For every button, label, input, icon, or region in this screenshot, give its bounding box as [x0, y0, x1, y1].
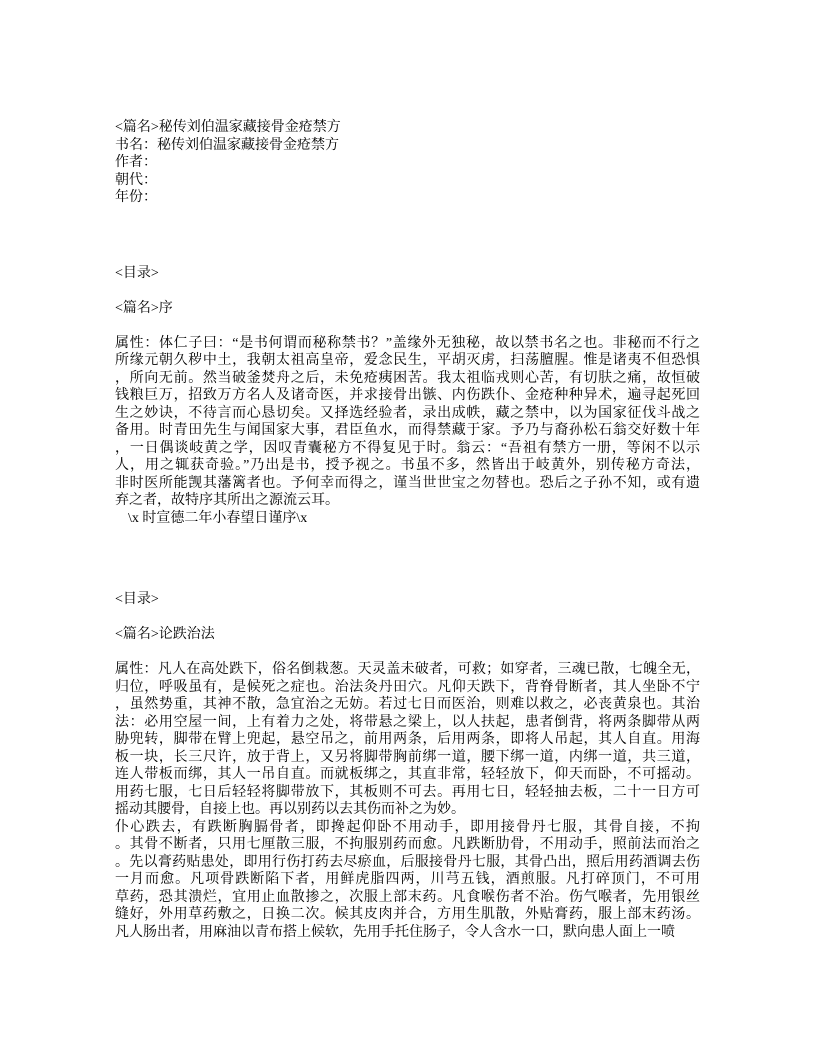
preface-section — [115, 265, 700, 528]
text-line: 归位，呼吸虽有，是候死之症也。治法灸丹田穴。凡仰天跌下，背脊骨断者，其人坐卧不宁 — [115, 679, 700, 695]
text-line: 。先以膏药贴患处，即用行伤打药去尽瘀血，后服接骨丹七服，其骨凸出，照后用药酒调去伤 — [115, 854, 700, 870]
text-line: 一月而愈。凡项骨跌断陷下者，用鲜虎脂四两，川芎五钱，酒煎服。凡打碎顶门，不可用 — [115, 872, 700, 887]
text-line: 属性：体仁子曰：“是书何谓而秘称禁书？”盖缘外无独秘，故以禁书名之也。非秘而不行之 — [115, 335, 700, 351]
text-line: 弃之者，故特序其所出之源流云耳。 — [115, 493, 339, 508]
text-line: 胁兜转，脚带在臂上兜起，悬空吊之，前用两条，后用两条，即将人吊起，其人自直。用海 — [115, 732, 700, 747]
text-line: 缝好，外用草药敷之，日换二次。候其皮肉并合，方用生肌散，外贴膏药，服上部末药汤。 — [115, 907, 700, 922]
text-line: ，虽然势重，其神不散，急宜治之无妨。若过七日而医治，则难以救之，必丧黄泉也。其治 — [115, 697, 700, 712]
text-line: 法：必用空屋一间，上有着力之处，将带悬之梁上，以人扶起，患者倒背，将两条脚带从两 — [115, 714, 700, 730]
dynasty-line: 朝代： — [115, 172, 157, 188]
toc-label-treatise: <目录> — [115, 592, 159, 607]
book-name-line: 书名：秘传刘伯温家藏接骨金疮禁方 — [115, 137, 339, 153]
author-line: 作者： — [115, 155, 157, 170]
treatise-paragraph — [115, 661, 700, 941]
text-line: 凡人肠出者，用麻油以青布搭上候软，先用手托住肠子，令人含水一口，默向患人面上一喷 — [115, 924, 675, 940]
year-line: 年份： — [115, 190, 157, 205]
preface-paragraph — [115, 335, 700, 510]
preface-signature: \x 时宣德二年小春望日谨序\x — [128, 510, 308, 526]
treatise-section — [115, 591, 700, 941]
text-line: ，所向无前。然当破釜焚舟之后，未免疮痍困苦。我太祖临戎则心苦，有切肤之痛，故恒破 — [115, 370, 700, 386]
text-line: 生之妙诀，不待言而心恳切矣。又择选经验者，录出成帙，藏之禁中，以为国家征伐斗战之 — [115, 405, 700, 421]
section-title-preface: <篇名>序 — [115, 300, 173, 316]
text-line: 钱粮巨万，招致万方名人及诸奇医，并求接骨出镞、内伤跌仆、金疮种种异术，遍寻起死回 — [115, 388, 700, 403]
doc-title-line: <篇名>秘传刘伯温家藏接骨金疮禁方 — [115, 120, 341, 135]
text-line: 草药，恐其溃烂，宜用止血散掺之，次服上部末药。凡食喉伤者不治。伤气喉者，先用银丝 — [115, 889, 700, 905]
text-line: 备用。时青田先生与闻国家大事，君臣鱼水，而得禁藏于家。予乃与裔孙松石翁交好数十年 — [115, 423, 700, 438]
text-line: 非时医所能觊其藩篱者也。予何幸而得之，谨当世世宝之勿替也。恐后之子孙不知，或有遗 — [115, 475, 700, 491]
text-line: 所缘元朝久秽中土，我朝太祖高皇帝，爱念民生，平胡灭虏，扫荡膻腥。惟是诸夷不但恐惧 — [115, 353, 700, 368]
text-line: ，一日偶谈岐黄之学，因叹青囊秘方不得复见于时。翁云：“吾祖有禁方一册，等闲不以示 — [115, 440, 700, 456]
text-line: 人，用之辄获奇验。”乃出是书，授予视之。书虽不多，然皆出于岐黄外，别传秘方奇法， — [115, 458, 700, 473]
toc-label-preface: <目录> — [115, 265, 159, 281]
text-line: 用药七服，七日后轻轻将脚带放下，其板则不可去。再用七日，轻轻抽去板，二十一日方可 — [115, 784, 700, 800]
text-line: 属性：凡人在高处跌下，俗名倒栽葱。天灵盖未破者，可救；如穿者，三魂已散，七魄全无， — [115, 662, 700, 677]
document-header — [115, 119, 700, 207]
text-line: 摇动其腰骨，自接上也。再以别药以去其伤而补之为妙。 — [115, 802, 465, 817]
text-line: 仆心跌去，有跌断胸膈骨者，即搀起仰卧不用动手，即用接骨丹七服，其骨自接，不拘 — [115, 819, 700, 835]
text-line: 板一块，长三尺许，放于背上，又另将脚带胸前绑一道，腰下绑一道，内绑一道，共三道， — [115, 749, 700, 765]
section-divider-space — [115, 527, 700, 591]
section-title-treatise: <篇名>论跌治法 — [115, 627, 215, 642]
text-line: 。其骨不断者，只用七厘散三服，不拘服别药而愈。凡跌断肋骨，不用动手，照前法而治之 — [115, 837, 700, 852]
text-line: 连人带板而绑，其人一吊自直。而就板绑之，其直非常，轻轻放下，仰天而卧，不可摇动。 — [115, 767, 700, 782]
